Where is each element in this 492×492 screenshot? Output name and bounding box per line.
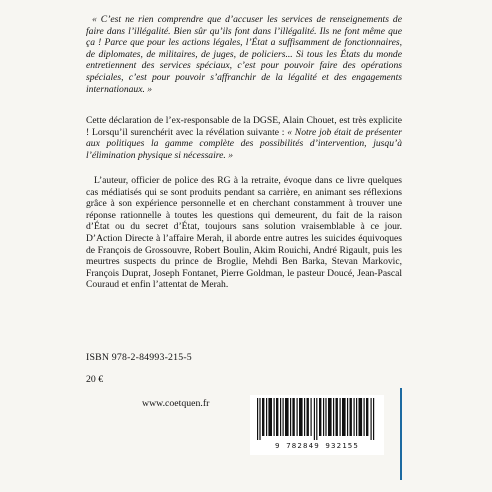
price-label: 20 €	[86, 374, 104, 385]
barcode-digits: 9 782849 932155	[275, 441, 359, 450]
isbn-barcode	[250, 395, 384, 455]
intro-text: Cette déclaration de l’ex-responsable de la DGSE, Alain Chouet, est très explicite ! Lorsqu’il surenchérit avec la révélation suivante :	[86, 115, 402, 138]
publisher-website: www.coetquen.fr	[142, 398, 210, 409]
intro-paragraph	[86, 115, 402, 161]
spine-accent-line	[400, 388, 402, 480]
intro-quote: « Notre job était de présenter aux politiques la gamme complète des possibilités d’intervention, jusqu’à l’élimination physique si nécessaire. »	[86, 126, 402, 161]
summary-paragraph: L’auteur, officier de police des RG à la retraite, évoque dans ce livre quelques cas médiatisés qui se sont produits pendant sa carrière, en animant ses réflexions grâce à son expérience personnelle et en cherchant constamment à trouver une réponse rationnelle à toutes les questions qui demeurent, du fait de la raison d’État ou du secret d’État, toujours sans solution vraisemblable à ce jour. D’Action Directe à l’affaire Merah, il aborde entre autres les suicides équivoques de François de Grossouvre, Robert Boulin, Akim Rouichi, André Rigault, puis les meurtres suspects du prince de Broglie, Mehdi Ben Barka, Stevan Markovic, François Duprat, Joseph Fontanet, Pierre Goldman, le pasteur Doucé, Jean-Pascal Couraud et enfin l’attentat de Merah.	[86, 175, 402, 291]
isbn-label: ISBN 978-2-84993-215-5	[86, 352, 192, 363]
epigraph-quote: « C’est ne rien comprendre que d’accuser les services de renseignements de faire dans l’illégalité. Bien sûr qu’ils font dans l’illégalité. Ils ne font même que ça ! Parce que pour les actions légales, l’État a suffisamment de fonctionnaires, de diplomates, de militaires, de juges, de policiers... Si tous les États du monde entretiennent des services spéciaux, c’est pour pouvoir faire des opérations spéciales, c’est pour pouvoir s’affranchir de la légalité et des engagements internationaux. »	[86, 14, 402, 95]
barcode-bars	[255, 398, 379, 440]
